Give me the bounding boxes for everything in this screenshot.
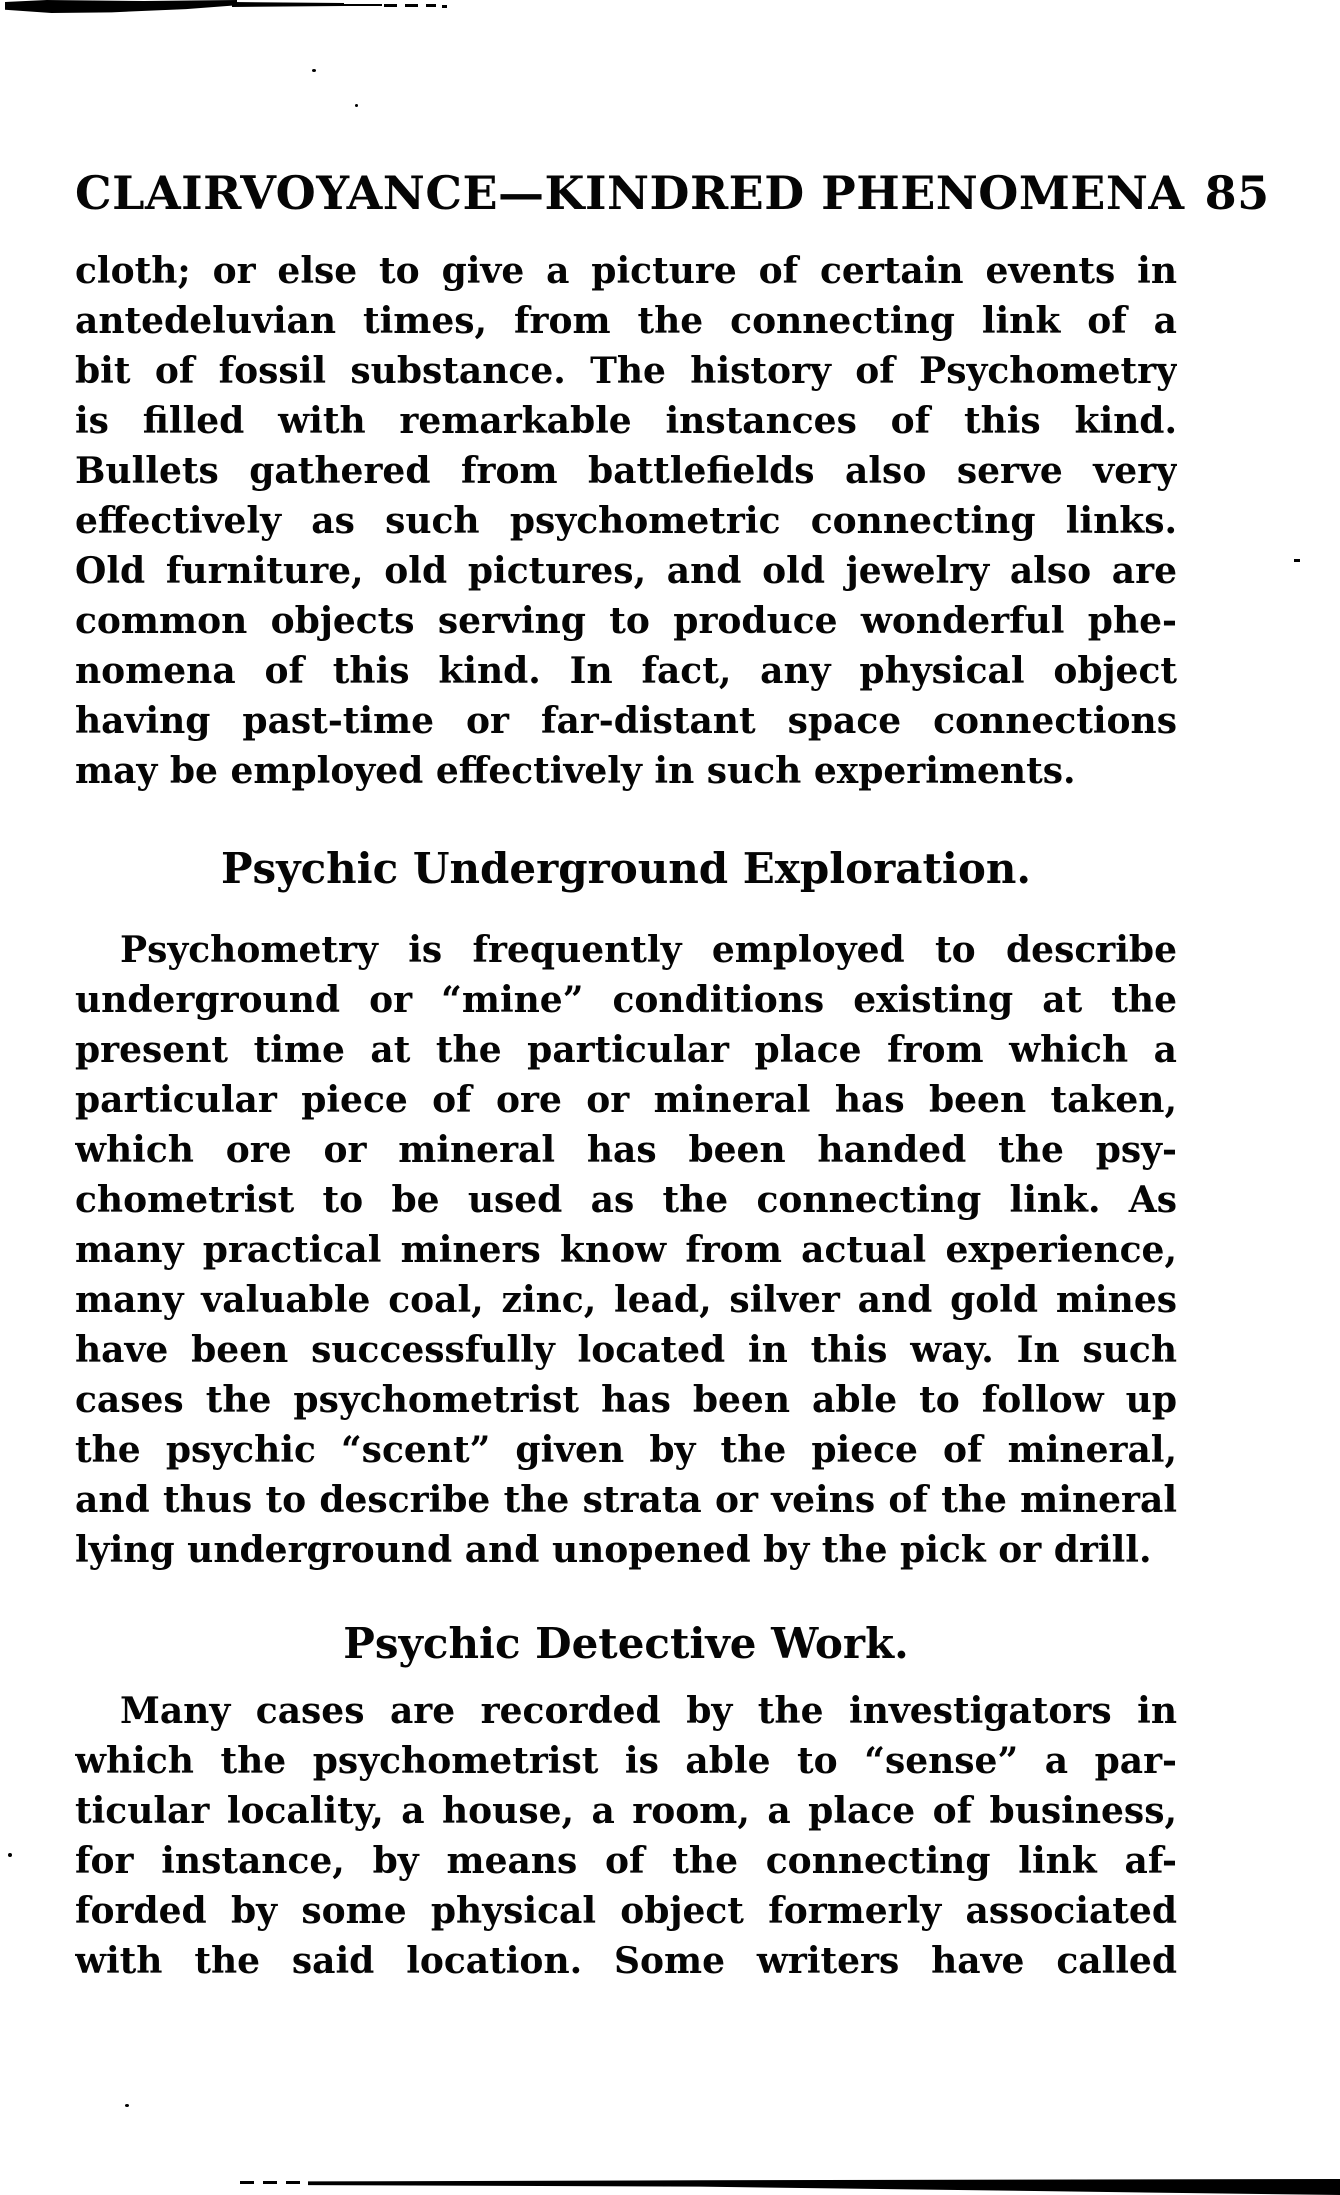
paragraph-1	[75, 246, 1177, 796]
scan-artifact-top-blob	[5, 0, 237, 13]
text-line: which the psychometrist is able to “sense” a par-	[75, 1740, 1177, 1782]
text-line: antedeluvian times, from the connecting link of a	[75, 300, 1177, 342]
running-title: CLAIRVOYANCE—KINDRED PHENOMENA	[75, 166, 1185, 220]
text-line: is filled with remarkable instances of this kind.	[75, 400, 1177, 442]
text-line: Many cases are recorded by the investigators in	[120, 1690, 1177, 1732]
section-heading-psychic-underground-exploration: Psychic Underground Exploration.	[220, 844, 1032, 893]
text-line: many practical miners know from actual experience,	[75, 1229, 1177, 1271]
scan-artifact-top-hairline	[340, 4, 382, 6]
text-line: Old furniture, old pictures, and old jewelry also are	[75, 550, 1177, 592]
text-line: Bullets gathered from battlefields also serve very	[75, 450, 1177, 492]
scan-artifact-top-dot	[442, 5, 447, 8]
scan-artifact-top-dashes	[384, 4, 436, 7]
text-line: Psychometry is frequently employed to describe	[120, 929, 1177, 971]
text-line: for instance, by means of the connecting link af-	[75, 1840, 1177, 1882]
text-line: underground or “mine” conditions existing at the	[75, 979, 1177, 1021]
text-line: bit of fossil substance. The history of Psychometry	[75, 350, 1177, 392]
text-line: ticular locality, a house, a room, a place of business,	[75, 1790, 1177, 1832]
paragraph-2	[75, 925, 1177, 1575]
text-line: chometrist to be used as the connecting link. As	[75, 1179, 1177, 1221]
paragraph-3	[75, 1686, 1177, 1986]
text-line: with the said location. Some writers have called	[75, 1940, 1177, 1982]
noise-speck	[355, 104, 358, 107]
text-line: may be employed effectively in such experiments.	[75, 750, 1076, 792]
text-line: having past-time or far-distant space connections	[75, 700, 1177, 742]
scan-artifact-top-strip	[232, 2, 344, 7]
text-line: common objects serving to produce wonderful phe-	[75, 600, 1177, 642]
text-line: particular piece of ore or mineral has been taken,	[75, 1079, 1177, 1121]
section-heading-psychic-detective-work: Psychic Detective Work.	[343, 1619, 909, 1668]
text-line: nomena of this kind. In fact, any physical object	[75, 650, 1177, 692]
text-line: have been successfully located in this way. In such	[75, 1329, 1177, 1371]
noise-speck	[312, 69, 316, 72]
text-line: forded by some physical object formerly associated	[75, 1890, 1177, 1932]
scan-artifact-bottom-dashes	[240, 2181, 308, 2184]
noise-speck	[125, 2104, 129, 2107]
running-head	[75, 166, 1270, 220]
noise-speck	[8, 1853, 12, 1857]
text-line: the psychic “scent” given by the piece of mineral,	[75, 1429, 1177, 1471]
text-line: effectively as such psychometric connecting links.	[75, 500, 1177, 542]
text-line: cloth; or else to give a picture of certain events in	[75, 250, 1177, 292]
noise-speck	[1294, 559, 1300, 562]
scan-artifact-bottom-wedge	[308, 2179, 1340, 2195]
text-line: and thus to describe the strata or veins of the mineral	[75, 1479, 1177, 1521]
page-number: 85	[1204, 166, 1270, 220]
text-line: cases the psychometrist has been able to follow up	[75, 1379, 1177, 1421]
text-line: present time at the particular place from which a	[75, 1029, 1177, 1071]
text-line: lying underground and unopened by the pick or drill.	[75, 1529, 1152, 1571]
text-line: which ore or mineral has been handed the psy-	[75, 1129, 1177, 1171]
text-line: many valuable coal, zinc, lead, silver and gold mines	[75, 1279, 1177, 1321]
